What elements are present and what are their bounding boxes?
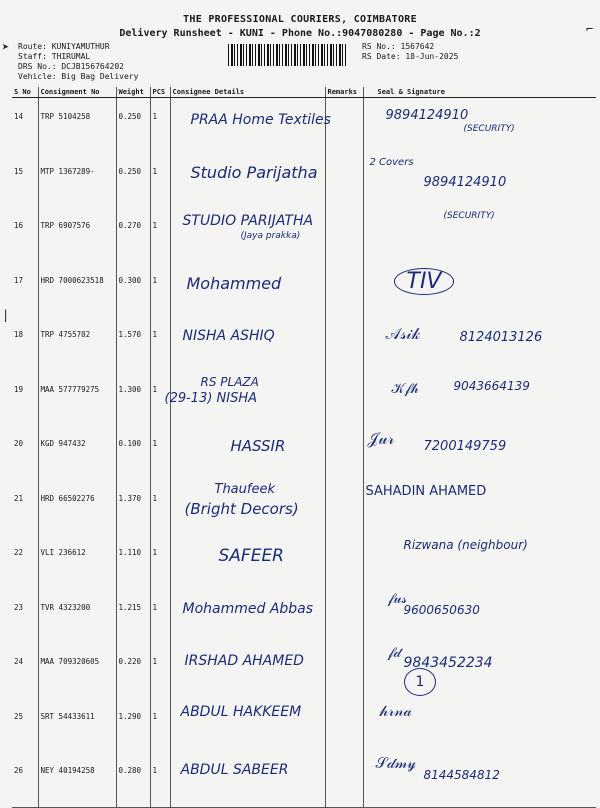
consignee-note: (29-13) NISHA: [164, 390, 258, 406]
rs-date: RS Date: 18-Jun-2025: [362, 52, 459, 61]
row-sno: 22: [14, 548, 24, 557]
row-pcs: 1: [150, 589, 170, 644]
row-consignee-cell: [170, 98, 331, 153]
row-seal-cell: [363, 534, 596, 589]
col-remarks: Remarks: [325, 87, 363, 98]
row-consignee-cell: [164, 371, 325, 426]
route-label: Route: KUNIYAMUTHUR: [18, 42, 110, 51]
col-sno: S No: [12, 87, 38, 98]
table-row: [12, 480, 596, 535]
row-pcs: 1: [150, 425, 170, 480]
row-consignment: TVR 4323200: [38, 589, 116, 644]
table-row: [12, 698, 596, 753]
row-remarks: [325, 207, 363, 262]
row-consignment: HRD 66502276: [38, 480, 116, 535]
row-consignment: TRP 4755702: [38, 316, 116, 371]
row-consignment: HRD 7000623518: [38, 262, 116, 317]
row-pcs: 1: [150, 371, 170, 426]
table-row: [12, 153, 596, 208]
row-consignee-cell: [170, 534, 325, 589]
seal-handwriting: 9894124910: [385, 108, 469, 123]
page-mark-circle: 1: [404, 668, 436, 696]
row-consignee-cell: [170, 153, 325, 208]
table-row: [12, 262, 596, 317]
consignee-handwriting: IRSHAD AHAMED: [184, 653, 304, 669]
consignee-handwriting: ABDUL HAKKEEM: [180, 703, 302, 720]
punch-mark-icon: |: [2, 308, 10, 322]
row-seal-cell: [363, 589, 596, 644]
seal-handwriting: 8124013126: [459, 330, 543, 345]
row-weight: 1.300: [116, 371, 150, 426]
row-seal-cell: [363, 98, 596, 153]
row-sno: 16: [14, 221, 24, 230]
row-consignee-cell: [170, 425, 325, 480]
col-consignment: Consignment No: [38, 87, 116, 98]
row-pcs: 1: [150, 316, 170, 371]
row-consignee-cell: [170, 262, 325, 317]
signature-scribble-icon: 𝒻𝓊𝓈: [387, 590, 407, 607]
row-sno: 21: [14, 493, 24, 503]
row-weight: 1.370: [116, 480, 150, 535]
row-pcs: 1: [150, 153, 170, 208]
signature-scribble-icon: 𝒮𝒹𝓂𝓎: [375, 754, 417, 772]
col-consignee: Consignee Details: [170, 87, 325, 98]
row-consignee-cell: [170, 480, 325, 535]
row-weight: 1.570: [116, 316, 150, 371]
row-weight: 0.270: [116, 207, 150, 262]
consignee-handwriting: ABDUL SABEER: [180, 762, 289, 778]
row-pcs: 1: [150, 643, 170, 698]
row-sno: 24: [14, 657, 24, 666]
row-pcs: 1: [150, 262, 170, 317]
row-seal-cell: [363, 752, 596, 807]
punch-mark-icon: ➤: [2, 40, 10, 54]
signature-scribble-icon: 𝒦𝒻𝒽: [391, 380, 419, 397]
table-row: [12, 207, 596, 262]
route-info: [18, 42, 138, 82]
barcode: [228, 44, 348, 66]
row-consignee-cell: [170, 589, 325, 644]
row-remarks: [325, 425, 363, 480]
row-consignee-cell: [170, 207, 325, 262]
seal-handwriting: Rizwana (neighbour): [403, 538, 528, 552]
seal-handwriting: 9043664139: [453, 378, 530, 393]
row-seal-cell: [363, 262, 596, 317]
row-consignment: KGD 947432: [38, 425, 116, 480]
seal-note: (SECURITY): [463, 124, 515, 134]
signature-scribble-icon: 𝒻𝒹: [387, 645, 401, 661]
row-sno: 15: [14, 166, 24, 176]
row-seal-cell: [363, 698, 596, 753]
row-weight: 0.300: [116, 262, 150, 317]
consignee-handwriting: STUDIO PARIJATHA: [182, 213, 314, 229]
row-pcs: 1: [150, 752, 170, 807]
row-sno: 23: [14, 602, 24, 612]
consignee-handwriting: NISHA ASHIQ: [182, 328, 275, 344]
col-pcs: PCS: [150, 87, 170, 98]
row-consignment: SRT 54433611: [38, 698, 116, 753]
signature-scribble-icon: 𝒜𝓈𝒾𝓀: [385, 324, 421, 343]
table-row: [12, 752, 596, 807]
row-seal-cell: [363, 371, 596, 426]
runsheet-table: [12, 87, 596, 808]
row-seal-cell: [363, 480, 596, 535]
row-consignment: NEY 40194258: [38, 752, 116, 807]
row-sno: 18: [14, 330, 24, 339]
table-row: [12, 371, 596, 426]
row-pcs: 1: [150, 534, 170, 589]
row-sno: 25: [14, 711, 24, 721]
signature-scribble-icon: 𝒥𝓊𝓇: [367, 429, 395, 448]
row-seal-cell: [363, 425, 596, 480]
row-weight: 1.290: [116, 698, 150, 753]
signature-scribble-icon: 𝒽𝓇𝓃𝒶: [379, 701, 412, 720]
row-remarks: [325, 534, 363, 589]
row-weight: 0.100: [116, 425, 150, 480]
row-consignment: MAA 709320605: [38, 643, 116, 698]
row-weight: 0.220: [116, 643, 150, 698]
table-row: [12, 316, 596, 371]
table-row: [12, 589, 596, 644]
row-weight: 1.215: [116, 589, 150, 644]
rs-number: RS No.: 1567642: [362, 42, 435, 51]
col-seal: Seal & Signature: [363, 87, 596, 98]
consignee-handwriting: Studio Parijatha: [190, 162, 318, 182]
row-pcs: 1: [150, 98, 170, 153]
row-consignment: TRP 6907576: [38, 207, 116, 262]
consignee-handwriting: RS PLAZA: [200, 374, 259, 389]
row-consignment: MTP 1367289-: [38, 153, 116, 208]
drs-label: DRS No.: DCJB156764202: [18, 62, 124, 71]
company-title: THE PROFESSIONAL COURIERS, COIMBATORE: [183, 14, 417, 25]
consignee-handwriting: Mohammed Abbas: [182, 600, 314, 617]
row-remarks: [325, 589, 363, 644]
seal-note: 9894124910: [423, 174, 507, 190]
row-consignment: VLI 236612: [38, 534, 116, 589]
table-row: [12, 425, 596, 480]
consignee-handwriting: PRAA Home Textiles: [190, 112, 331, 128]
row-pcs: 1: [150, 698, 170, 753]
table-row: [12, 98, 596, 153]
row-weight: 0.250: [116, 98, 150, 153]
rs-info: [362, 42, 458, 62]
row-remarks: [325, 371, 363, 426]
row-sno: 26: [12, 752, 38, 807]
table-row: [12, 534, 596, 589]
row-weight: 0.280: [116, 752, 150, 807]
row-pcs: 1: [150, 480, 170, 535]
consignee-handwriting: HASSIR: [230, 437, 286, 455]
row-sno: 19: [14, 384, 24, 394]
row-consignment: MAA 577779275: [38, 371, 116, 426]
row-sno: 17: [14, 275, 24, 285]
consignee-handwriting: SAFEER: [218, 546, 284, 566]
row-remarks: [325, 698, 363, 753]
vehicle-label: Vehicle: Big Bag Delivery: [18, 72, 139, 81]
row-remarks: [325, 480, 363, 535]
seal-handwriting: (SECURITY): [443, 211, 495, 221]
row-consignee-cell: [170, 752, 325, 807]
table-row: [12, 643, 596, 698]
seal-handwriting: 2 Covers: [369, 156, 414, 168]
row-remarks: [325, 262, 363, 317]
seal-handwriting: 9843452234: [403, 655, 493, 671]
row-seal-cell: [363, 153, 596, 208]
seal-handwriting: TIV: [394, 268, 455, 295]
col-weight: Weight: [116, 87, 150, 98]
staff-label: Staff: THIRUMAL: [18, 52, 91, 61]
runsheet-subtitle: Delivery Runsheet - KUNI - Phone No.:9047080280 - Page No.:2: [119, 28, 481, 39]
seal-handwriting: 8144584812: [423, 768, 500, 782]
row-consignee-cell: [170, 316, 325, 371]
row-sno: 20: [14, 439, 24, 448]
row-consignee-cell: [170, 698, 325, 753]
row-sno: 14: [14, 112, 24, 121]
seal-handwriting: 7200149759: [423, 439, 507, 454]
row-seal-cell: [363, 316, 596, 371]
seal-handwriting: SAHADIN AHAMED: [365, 483, 487, 499]
row-remarks: [325, 153, 363, 208]
row-pcs: 1: [150, 207, 170, 262]
punch-mark-icon: ⌐: [586, 22, 594, 36]
consignee-handwriting: Thaufeek: [214, 481, 275, 497]
consignee-handwriting: Mohammed: [186, 273, 282, 293]
seal-handwriting: 9600650630: [403, 602, 480, 617]
row-remarks: [325, 316, 363, 371]
row-seal-cell: [363, 207, 596, 262]
row-consignment: TRP 5104258: [38, 98, 116, 153]
row-remarks: [325, 643, 363, 698]
row-remarks: [325, 752, 363, 807]
consignee-note: (Bright Decors): [184, 499, 299, 518]
consignee-note: (Jaya prakka): [240, 231, 301, 241]
table-header-row: [12, 87, 596, 98]
row-weight: 1.110: [116, 534, 150, 589]
row-weight: 0.250: [116, 153, 150, 208]
row-seal-cell: [363, 643, 596, 698]
row-consignee-cell: [170, 643, 325, 698]
